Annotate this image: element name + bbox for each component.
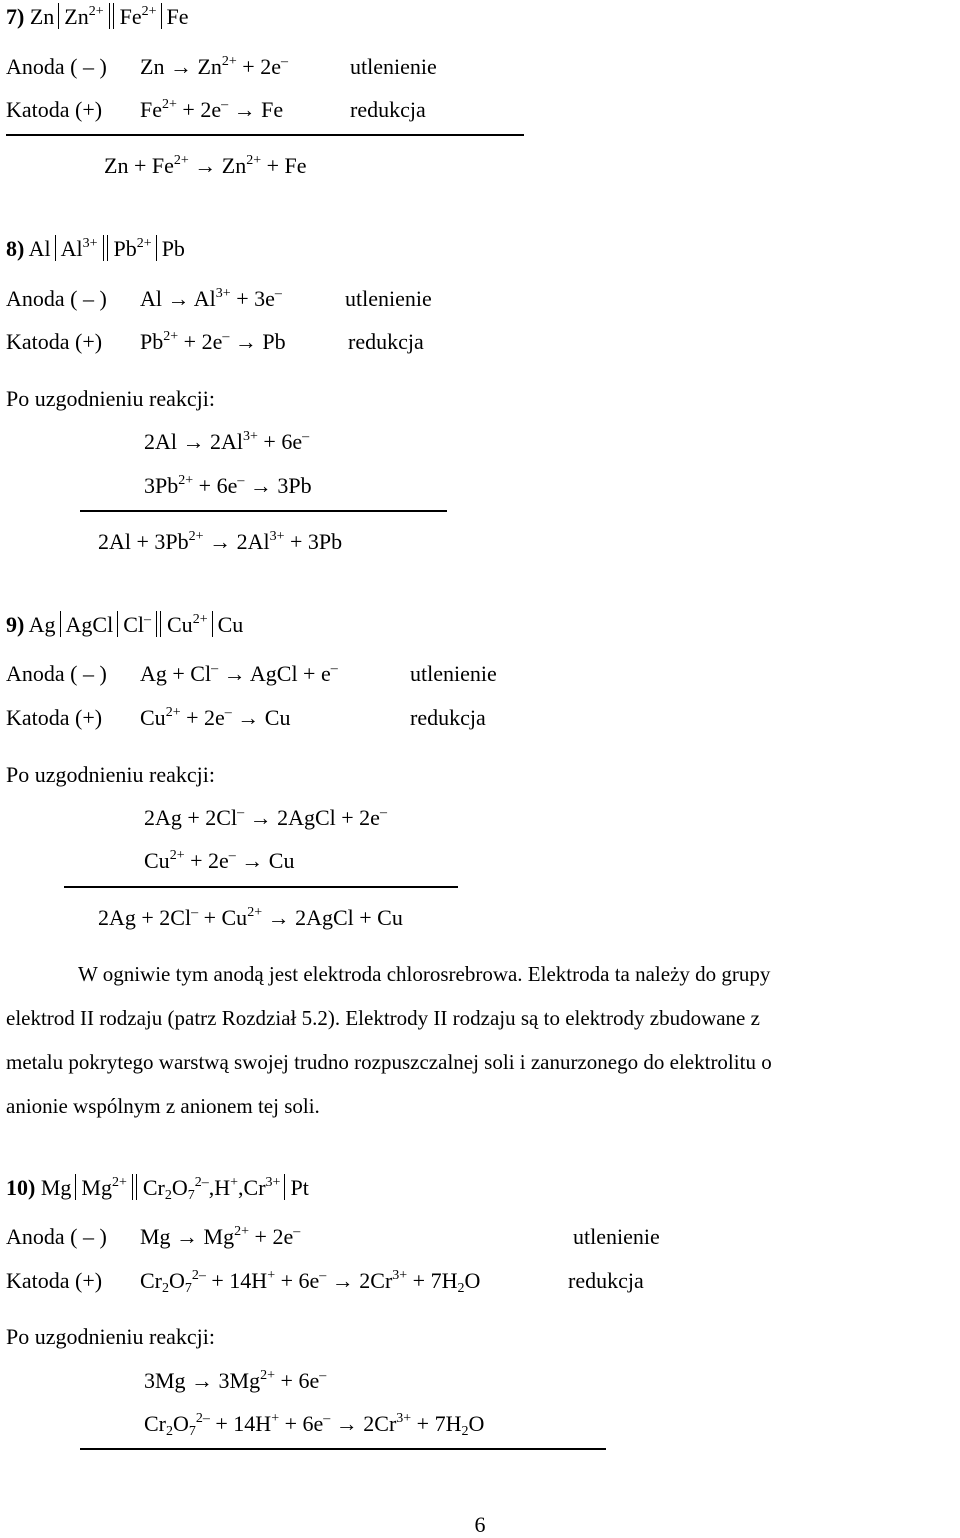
balanced-cathode-equation: $Cu^{2+} + 2e^- \to Cu$ bbox=[144, 848, 295, 873]
anode-equation: $Zn \to Zn^{2+} + 2e^-$ bbox=[140, 54, 288, 79]
cathode-equation: $Pb^{2+} + 2e^- \to Pb$ bbox=[140, 329, 286, 354]
salt-bridge bbox=[109, 3, 114, 29]
balanced-label: Po uzgodnieniu reakcji: bbox=[6, 1324, 215, 1349]
salt-bridge bbox=[132, 1174, 137, 1200]
phase-boundary bbox=[75, 1174, 76, 1200]
sum-rule bbox=[6, 134, 524, 136]
cell-notation-9: 9) Ag AgCl Cl– $Cu^{2+}$ Cu bbox=[6, 612, 244, 637]
phase-boundary bbox=[284, 1174, 285, 1200]
paragraph-line: anionie wspólnym z anionem tej soli. bbox=[6, 1094, 320, 1118]
cathode-note: redukcja bbox=[568, 1268, 644, 1293]
cathode-label: Katoda (+) bbox=[6, 705, 103, 730]
cathode-equation: $Cu^{2+} + 2e^- \to Cu$ bbox=[140, 705, 291, 730]
cathode-note: redukcja bbox=[350, 97, 426, 122]
overall-reaction: $2Ag + 2Cl^- + Cu^{2+}$ → 2AgCl + Cu bbox=[98, 905, 403, 930]
exercise-number: 9) bbox=[6, 612, 25, 637]
anode-label: Anoda ( – ) bbox=[6, 661, 107, 686]
cathode-note: redukcja bbox=[410, 705, 486, 730]
page-number: 6 bbox=[474, 1512, 486, 1537]
anode-label: Anoda ( – ) bbox=[6, 286, 107, 311]
anode-label: Anoda ( – ) bbox=[6, 54, 107, 79]
paragraph-line: elektrod II rodzaju (patrz Rozdział 5.2). Elektrody II rodzaju są to elektrody zbudowane z bbox=[6, 1006, 760, 1030]
paragraph-line: metalu pokrytego warstwą swojej trudno rozpuszczalnej soli i zanurzonego do elektrolitu o bbox=[6, 1050, 772, 1074]
explanation-paragraph bbox=[6, 952, 960, 1128]
sum-rule bbox=[64, 886, 458, 888]
anode-label: Anoda ( – ) bbox=[6, 1224, 107, 1249]
anode-note: utlenienie bbox=[410, 661, 497, 686]
balanced-cathode-equation: $Cr_2O_7^{2-} + 14H^+ + 6e^- \to 2Cr^{3+} + 7H_2O$ bbox=[144, 1411, 485, 1439]
anode-note: utlenienie bbox=[350, 54, 437, 79]
cathode-label: Katoda (+) bbox=[6, 1268, 103, 1293]
phase-boundary bbox=[58, 3, 59, 29]
paragraph-line: W ogniwie tym anodą jest elektroda chlorosrebrowa. Elektroda ta należy do grupy bbox=[78, 962, 771, 986]
exercise-number: 10) bbox=[6, 1175, 36, 1200]
anode-equation: $Mg \to Mg^{2+} + 2e^-$ bbox=[140, 1224, 301, 1249]
anode-note: utlenienie bbox=[345, 286, 432, 311]
balanced-anode-equation: $2Al \to 2Al^{3+} + 6e^-$ bbox=[144, 429, 310, 454]
sum-rule bbox=[80, 1448, 606, 1450]
salt-bridge bbox=[103, 235, 108, 261]
phase-boundary bbox=[212, 611, 213, 637]
exercise-number: 7) bbox=[6, 4, 25, 29]
balanced-label: Po uzgodnieniu reakcji: bbox=[6, 386, 215, 411]
sum-rule bbox=[80, 510, 447, 512]
phase-boundary bbox=[156, 235, 157, 261]
balanced-label: Po uzgodnieniu reakcji: bbox=[6, 762, 215, 787]
cathode-equation: $Fe^{2+} + 2e^- \to Fe$ bbox=[140, 97, 284, 122]
exercise-number: 8) bbox=[6, 236, 25, 261]
phase-boundary bbox=[117, 611, 118, 637]
cathode-label: Katoda (+) bbox=[6, 97, 103, 122]
cell-notation-10: 10) Mg $Mg^{2+}$ $Cr_2O_7^{2-},H^+,Cr^{3+}$ Pt bbox=[6, 1175, 309, 1203]
phase-boundary bbox=[55, 235, 56, 261]
cathode-equation: $Cr_2O_7^{2-} + 14H^+ + 6e^- \to 2Cr^{3+} + 7H_2O$ bbox=[140, 1268, 481, 1296]
salt-bridge bbox=[156, 611, 161, 637]
anode-note: utlenienie bbox=[573, 1224, 660, 1249]
balanced-anode-equation: $3Mg \to 3Mg^{2+} + 6e^-$ bbox=[144, 1368, 327, 1393]
cell-notation-8: 8) Al $Al^{3+}$ $Pb^{2+}$ Pb bbox=[6, 236, 185, 261]
anode-equation: $Al \to Al^{3+} + 3e^-$ bbox=[140, 286, 282, 311]
cell-notation-7: 7) Zn $Zn^{2+}$ $Fe^{2+}$ Fe bbox=[6, 4, 189, 29]
overall-reaction: $Zn + Fe^{2+} \to Zn^{2+} + Fe$ bbox=[104, 153, 307, 178]
cathode-label: Katoda (+) bbox=[6, 329, 103, 354]
cathode-note: redukcja bbox=[348, 329, 424, 354]
phase-boundary bbox=[60, 611, 61, 637]
phase-boundary bbox=[161, 3, 162, 29]
balanced-anode-equation: 2Ag + 2Cl– → 2AgCl + 2e– bbox=[144, 805, 387, 830]
overall-reaction: $2Al + 3Pb^{2+} \to 2Al^{3+} + 3Pb$ bbox=[98, 529, 343, 554]
balanced-cathode-equation: $3Pb^{2+} + 6e^- \to 3Pb$ bbox=[144, 473, 312, 498]
anode-equation: Ag + Cl– → AgCl + e– bbox=[140, 661, 338, 686]
